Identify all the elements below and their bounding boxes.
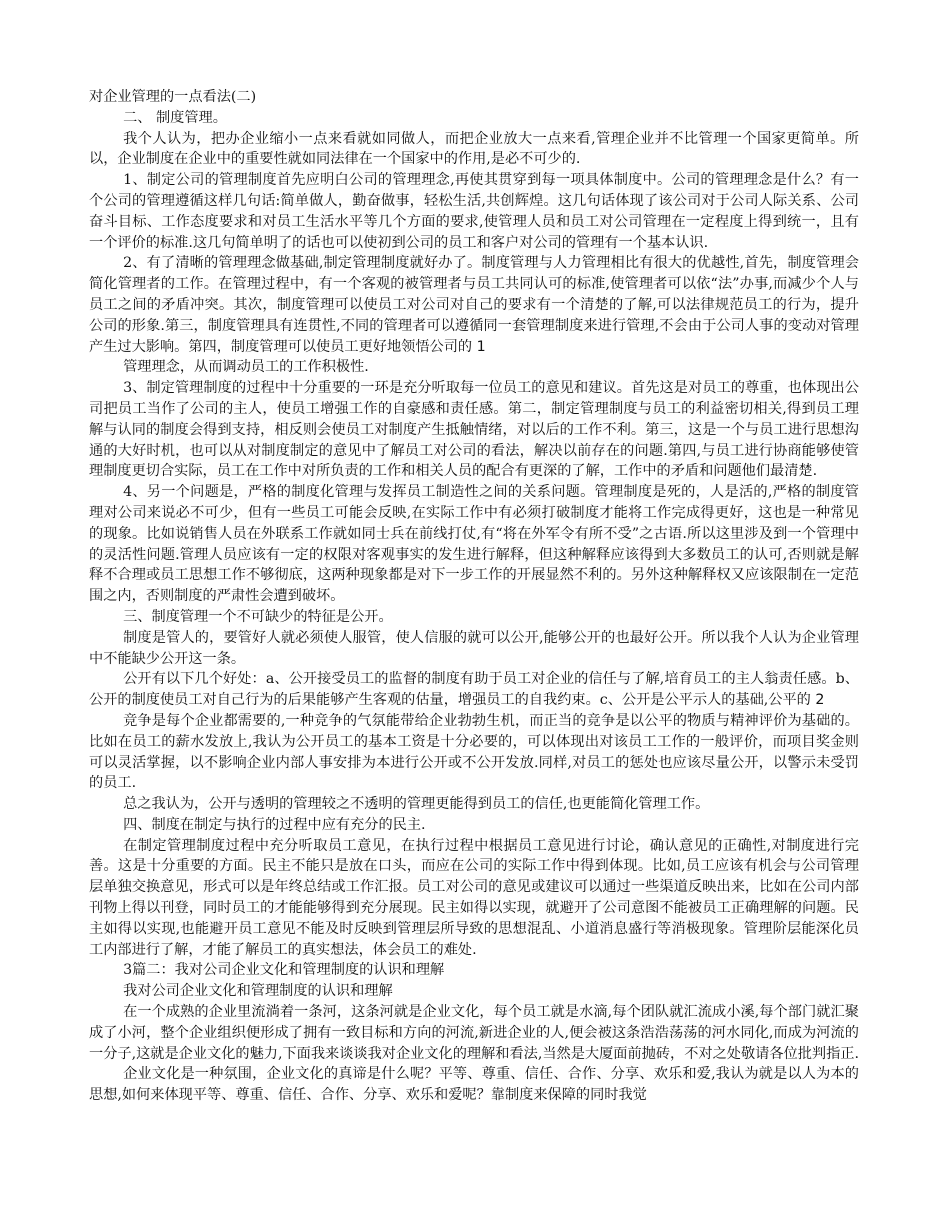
paragraph-with-page-number [89,253,859,357]
document-title: 对企业管理的一点看法(二) [89,89,257,105]
paragraph: 在制定管理制度过程中充分听取员工意见，在执行过程中根据员工意见进行讨论，确认意见的正确性,对制度进行完善。这是十分重要的方面。民主不能只是放在口头，而应在公司的实际工作中得到体现。比如,员工应该有机会与公司管理层单独交换意见，形式可以是年终总结或工作汇报。员工对公司的意见或建议可以通过一些渠道反映出来，比如在公司内部刊物上得以刊登，同时员工的才能能够得到充分展现。民主如得以实现，就避开了公司意图不能被员工正确理解的问题。民主如得以实现,也能避开员工意见不能及时反映到管理层所导致的思想混乱、小道消息盛行等消极现象。管理阶层能深化员工内部进行了解，才能了解员工的真实想法，体会员工的难处. [89,837,859,958]
paragraph: 管理理念，从而调动员工的工作积极性. [123,359,369,376]
page-number: 1 [476,338,486,355]
paragraph: 4、另一个问题是，严格的制度化管理与发挥员工制造性之间的关系问题。管理制度是死的，人是活的,严格的制度管理对公司来说必不可少，但有一些员工可能会反映,在实际工作中有必须打破制度才能将工作完成得更好，这也是一种常见的现象。比如说销售人员在外联系工作就如同士兵在前线打仗,有“将在外军令有所不受”之古语.所以这里涉及到一个管理中的灵活性问题.管理人员应该有一定的权限对客观事实的发生进行解释，但这种解释应该得到大多数员工的认可,否则就是解释不合理或员工思想工作不够彻底，这两种现象都是对下一步工作的开展显然不利的。另外这种解释权又应该限制在一定范围之内，否则制度的严肃性会遭到破坏。 [89,484,859,605]
paragraph: 我个人认为，把办企业缩小一点来看就如同做人，而把企业放大一点来看,管理企业并不比管理一个国家更简单。所以，企业制度在企业中的重要性就如同法律在一个国家中的作用,是必不可少的. [89,130,859,168]
paragraph-text: 2、有了清晰的管理理念做基础,制定管理制度就好办了。制度管理与人力管理相比有很大的优越性,首先，制度管理会简化管理者的工作。在管理过程中，有一个客观的被管理者与员工共同认可的标准,使管理者可以依“法”办事,而减少个人与员工之间的矛盾冲突。其次，制度管理可以使员工对公司对自己的要求有一个清楚的了解,可以法律规范员工的行为，提升公司的形象.第三，制度管理具有连贯性,不同的管理者可以遵循同一套管理制度来进行管理,不会由于公司人事的变动对管理产生过大影响。第四，制度管理可以使员工更好地领悟公司的 [89,255,859,355]
section-heading: 三、制度管理一个不可缺少的特征是公开。 [123,608,393,625]
section-heading: 四、制度在制定与执行的过程中应有充分的民主. [123,816,426,833]
paragraph: 竞争是每个企业都需要的,一种竞争的气氛能带给企业勃勃生机，而正当的竞争是以公平的物质与精神评价为基础的。比如在员工的薪水发放上,我认为公开员工的基本工资是十分必要的，可以体现出对该员工工作的一般评价，而项目奖金则可以灵活掌握，以不影响企业内部人事安排为本进行公开或不公开发放.同样,对员工的惩处也应该尽量公开，以警示未受罚的员工. [89,712,859,792]
section-heading: 二、 制度管理。 [123,109,227,126]
paragraph: 企业文化是一种氛围，企业文化的真谛是什么呢？平等、尊重、信任、合作、分享、欢乐和爱,我认为就是以人为本的思想,如何来体现平等、尊重、信任、合作、分享、欢乐和爱呢？靠制度来保障的同时我觉 [89,1066,859,1104]
paragraph: 总之我认为，公开与透明的管理较之不透明的管理更能得到员工的信任,也更能简化管理工作。 [123,796,710,813]
page-number: 2 [815,692,825,709]
paragraph: 制度是管人的，要管好人就必须使人服管，使人信服的就可以公开,能够公开的也最好公开。所以我个人认为企业管理中不能缺少公开这一条。 [89,629,859,667]
chapter-subtitle: 我对公司企业文化和管理制度的认识和理解 [123,983,393,1000]
document-page [89,87,859,1106]
paragraph-with-page-number [89,669,859,711]
paragraph: 1、制定公司的管理制度首先应明白公司的管理理念,再使其贯穿到每一项具体制度中。公司的管理理念是什么？有一个公司的管理遵循这样几句话:简单做人，勤奋做事，轻松生活,共创辉煌。这几句话体现了该公司对于公司人际关系、公司奋斗目标、工作态度要求和对员工生活水平等几个方面的要求,使管理人员和员工对公司管理在一定程度上得到统一，且有一个评价的标准.这几句简单明了的话也可以使初到公司的员工和客户对公司的管理有一个基本认识. [89,172,859,251]
paragraph: 3、制定管理制度的过程中十分重要的一环是充分听取每一位员工的意见和建议。首先这是对员工的尊重，也体现出公司把员工当作了公司的主人，使员工增强工作的自豪感和责任感。第二，制定管理制度与员工的利益密切相关,得到员工理解与认同的制度会得到支持，相反则会使员工对制度产生抵触情绪，对以后的工作不利。第三，这是一个与员工进行思想沟通的大好时机，也可以从对制度制定的意见中了解员工对公司的看法，解决以前存在的问题.第四,与员工进行协商能够使管理制度更切合实际，员工在工作中对所负责的工作和相关人员的配合有更深的了解，工作中的矛盾和问题他们最清楚. [89,380,859,480]
paragraph-text: 公开有以下几个好处：a、公开接受员工的监督的制度有助于员工对企业的信任与了解,培育员工的主人翁责任感。b、公开的制度使员工对自己行为的后果能够产生客观的估量，增强员工的自我约束。c、公开是公平示人的基础,公平的 [89,671,859,709]
chapter-heading: 3篇二：我对公司企业文化和管理制度的认识和理解 [123,962,445,979]
paragraph: 在一个成熟的企业里流淌着一条河，这条河就是企业文化，每个员工就是水滴,每个团队就汇流成小溪,每个部门就汇聚成了小河，整个企业组织便形成了拥有一致目标和方向的河流,新进企业的人,便会被这条浩浩荡荡的河水同化,而成为河流的一分子,这就是企业文化的魅力,下面我来谈谈我对企业文化的理解和看法,当然是大厦面前抛砖，不对之处敬请各位批判指正. [89,1004,859,1062]
